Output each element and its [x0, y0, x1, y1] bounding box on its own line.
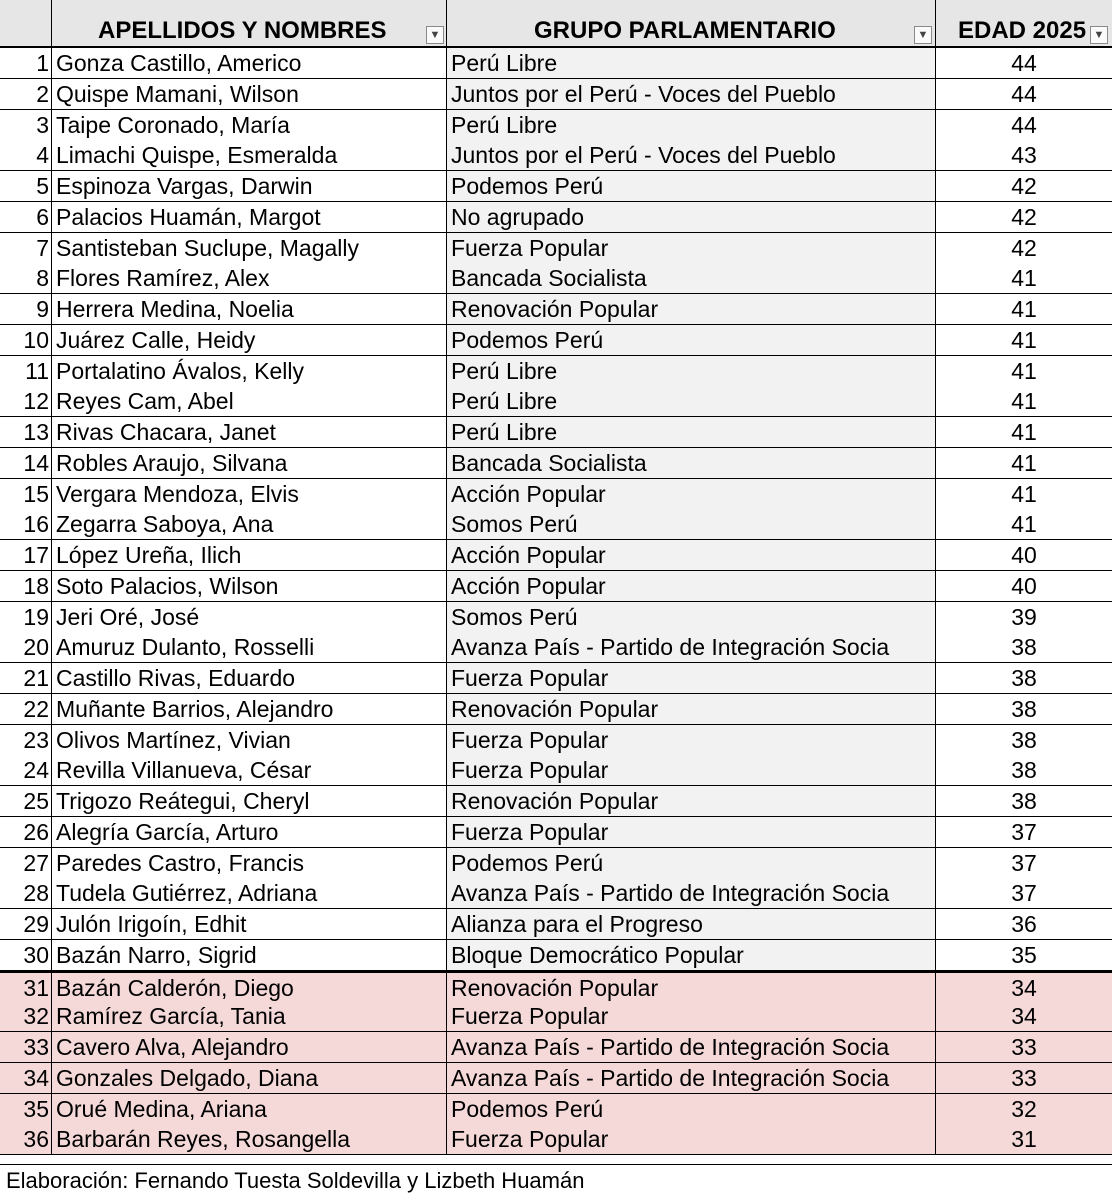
age-cell[interactable]: 43	[936, 140, 1112, 171]
group-cell[interactable]: Acción Popular	[447, 479, 936, 510]
age-cell[interactable]: 40	[936, 540, 1112, 571]
name-cell[interactable]: Trigozo Reátegui, Cheryl	[52, 786, 447, 817]
table-row	[0, 878, 1112, 909]
group-cell[interactable]: Podemos Perú	[447, 1094, 936, 1125]
table-row	[0, 909, 1112, 940]
filter-dropdown-icon[interactable]: ▼	[914, 26, 932, 44]
table-row	[0, 1001, 1112, 1032]
group-cell[interactable]: Fuerza Popular	[447, 1001, 936, 1032]
age-cell[interactable]: 41	[936, 263, 1112, 294]
group-cell[interactable]: Avanza País - Partido de Integración Socia	[447, 1063, 936, 1094]
table-row	[0, 1032, 1112, 1063]
name-cell[interactable]: Herrera Medina, Noelia	[52, 294, 447, 325]
table-row	[0, 294, 1112, 325]
name-cell[interactable]: Revilla Villanueva, César	[52, 755, 447, 786]
group-cell[interactable]: Fuerza Popular	[447, 663, 936, 694]
age-cell[interactable]: 38	[936, 663, 1112, 694]
name-cell[interactable]: Tudela Gutiérrez, Adriana	[52, 878, 447, 909]
row-number-cell[interactable]: 9	[0, 294, 52, 325]
name-cell[interactable]: Gonzales Delgado, Diana	[52, 1063, 447, 1094]
row-number-cell[interactable]: 1	[0, 48, 52, 79]
group-cell[interactable]: Podemos Perú	[447, 848, 936, 879]
row-number-cell[interactable]: 13	[0, 417, 52, 448]
group-cell[interactable]: Acción Popular	[447, 540, 936, 571]
table-row	[0, 786, 1112, 817]
name-cell[interactable]: Juárez Calle, Heidy	[52, 325, 447, 356]
age-cell[interactable]: 44	[936, 79, 1112, 110]
age-cell[interactable]: 41	[936, 325, 1112, 356]
group-cell[interactable]: Acción Popular	[447, 571, 936, 602]
row-number-cell[interactable]: 25	[0, 786, 52, 817]
table-row	[0, 663, 1112, 694]
name-cell[interactable]: Bazán Calderón, Diego	[52, 971, 447, 1002]
age-cell[interactable]: 36	[936, 909, 1112, 940]
name-cell[interactable]: Palacios Huamán, Margot	[52, 202, 447, 233]
group-cell[interactable]: Juntos por el Perú - Voces del Pueblo	[447, 79, 936, 110]
table-row	[0, 1063, 1112, 1094]
group-cell[interactable]: Perú Libre	[447, 356, 936, 387]
group-cell[interactable]: Juntos por el Perú - Voces del Pueblo	[447, 140, 936, 171]
header-age[interactable]	[936, 0, 1112, 48]
group-cell[interactable]: No agrupado	[447, 202, 936, 233]
name-cell[interactable]: Espinoza Vargas, Darwin	[52, 171, 447, 202]
age-cell[interactable]: 41	[936, 448, 1112, 479]
group-cell[interactable]: Alianza para el Progreso	[447, 909, 936, 940]
name-cell[interactable]: Orué Medina, Ariana	[52, 1094, 447, 1125]
row-number-cell[interactable]: 33	[0, 1032, 52, 1063]
name-cell[interactable]: Muñante Barrios, Alejandro	[52, 694, 447, 725]
table-row	[0, 940, 1112, 971]
header-group[interactable]	[447, 0, 936, 48]
table-row	[0, 694, 1112, 725]
header-row-number-corner[interactable]	[0, 0, 52, 48]
group-cell[interactable]: Podemos Perú	[447, 171, 936, 202]
age-cell[interactable]: 44	[936, 110, 1112, 141]
age-cell[interactable]: 38	[936, 632, 1112, 663]
row-number-cell[interactable]: 20	[0, 632, 52, 663]
name-cell[interactable]: Alegría García, Arturo	[52, 817, 447, 848]
row-number-cell[interactable]: 6	[0, 202, 52, 233]
group-cell[interactable]: Perú Libre	[447, 417, 936, 448]
name-cell[interactable]: Olivos Martínez, Vivian	[52, 725, 447, 756]
table-row	[0, 632, 1112, 663]
age-cell[interactable]: 37	[936, 848, 1112, 879]
row-number-cell[interactable]: 36	[0, 1124, 52, 1155]
table-row	[0, 602, 1112, 633]
name-cell[interactable]: Rivas Chacara, Janet	[52, 417, 447, 448]
row-number-cell[interactable]: 16	[0, 509, 52, 540]
row-number-cell[interactable]: 19	[0, 602, 52, 633]
row-number-cell[interactable]: 32	[0, 1001, 52, 1032]
age-cell[interactable]: 44	[936, 48, 1112, 79]
name-cell[interactable]: Portalatino Ávalos, Kelly	[52, 356, 447, 387]
age-cell[interactable]: 38	[936, 694, 1112, 725]
table-row	[0, 417, 1112, 448]
row-number-cell[interactable]: 12	[0, 386, 52, 417]
age-cell[interactable]: 40	[936, 571, 1112, 602]
header-name-label: APELLIDOS Y NOMBRES	[98, 17, 387, 44]
row-number-cell[interactable]: 21	[0, 663, 52, 694]
table-row	[0, 140, 1112, 171]
row-number-cell[interactable]: 22	[0, 694, 52, 725]
name-cell[interactable]: Robles Araujo, Silvana	[52, 448, 447, 479]
name-cell[interactable]: Amuruz Dulanto, Rosselli	[52, 632, 447, 663]
table-row	[0, 48, 1112, 79]
row-number-cell[interactable]: 24	[0, 755, 52, 786]
name-cell[interactable]: Paredes Castro, Francis	[52, 848, 447, 879]
group-cell[interactable]: Fuerza Popular	[447, 233, 936, 264]
age-cell[interactable]: 38	[936, 755, 1112, 786]
age-cell[interactable]: 35	[936, 940, 1112, 971]
filter-dropdown-icon[interactable]: ▼	[1090, 26, 1108, 44]
header-group-label: GRUPO PARLAMENTARIO	[534, 17, 836, 44]
row-number-cell[interactable]: 27	[0, 848, 52, 879]
age-cell[interactable]: 33	[936, 1032, 1112, 1063]
age-cell[interactable]: 41	[936, 386, 1112, 417]
age-cell[interactable]: 41	[936, 294, 1112, 325]
table-row	[0, 479, 1112, 510]
name-cell[interactable]: Soto Palacios, Wilson	[52, 571, 447, 602]
table-row	[0, 233, 1112, 264]
name-cell[interactable]: Limachi Quispe, Esmeralda	[52, 140, 447, 171]
table-row	[0, 848, 1112, 879]
group-cell[interactable]: Somos Perú	[447, 509, 936, 540]
row-number-cell[interactable]: 4	[0, 140, 52, 171]
age-cell[interactable]: 31	[936, 1124, 1112, 1155]
group-cell[interactable]: Renovación Popular	[447, 971, 936, 1002]
age-cell[interactable]: 34	[936, 971, 1112, 1002]
name-cell[interactable]: Zegarra Saboya, Ana	[52, 509, 447, 540]
age-cell[interactable]: 37	[936, 878, 1112, 909]
group-cell[interactable]: Avanza País - Partido de Integración Socia	[447, 1032, 936, 1063]
table-row	[0, 386, 1112, 417]
age-cell[interactable]: 32	[936, 1094, 1112, 1125]
group-cell[interactable]: Bancada Socialista	[447, 263, 936, 294]
group-cell[interactable]: Fuerza Popular	[447, 1124, 936, 1155]
row-number-cell[interactable]: 15	[0, 479, 52, 510]
row-number-cell[interactable]: 29	[0, 909, 52, 940]
group-cell[interactable]: Podemos Perú	[447, 325, 936, 356]
name-cell[interactable]: Cavero Alva, Alejandro	[52, 1032, 447, 1063]
age-cell[interactable]: 34	[936, 1001, 1112, 1032]
name-cell[interactable]: Julón Irigoín, Edhit	[52, 909, 447, 940]
table-row	[0, 448, 1112, 479]
group-cell[interactable]: Fuerza Popular	[447, 725, 936, 756]
group-cell[interactable]: Renovación Popular	[447, 294, 936, 325]
table-row	[0, 171, 1112, 202]
age-cell[interactable]: 42	[936, 202, 1112, 233]
age-cell[interactable]: 41	[936, 479, 1112, 510]
group-cell[interactable]: Avanza País - Partido de Integración Socia	[447, 878, 936, 909]
row-number-cell[interactable]: 30	[0, 940, 52, 971]
row-number-cell[interactable]: 8	[0, 263, 52, 294]
age-cell[interactable]: 33	[936, 1063, 1112, 1094]
table-row	[0, 571, 1112, 602]
row-number-cell[interactable]: 34	[0, 1063, 52, 1094]
name-cell[interactable]: Jeri Oré, José	[52, 602, 447, 633]
row-number-cell[interactable]: 10	[0, 325, 52, 356]
filter-dropdown-icon[interactable]: ▼	[426, 26, 444, 44]
footer-credit: Elaboración: Fernando Tuesta Soldevilla y Lizbeth Huamán	[0, 1164, 1112, 1200]
group-cell[interactable]: Perú Libre	[447, 110, 936, 141]
group-cell[interactable]: Avanza País - Partido de Integración Socia	[447, 632, 936, 663]
table-row	[0, 356, 1112, 387]
age-cell[interactable]: 39	[936, 602, 1112, 633]
age-cell[interactable]: 41	[936, 356, 1112, 387]
table-row	[0, 540, 1112, 571]
row-number-cell[interactable]: 23	[0, 725, 52, 756]
header-name[interactable]	[52, 0, 447, 48]
table-row	[0, 725, 1112, 756]
row-number-cell[interactable]: 31	[0, 971, 52, 1002]
group-cell[interactable]: Somos Perú	[447, 602, 936, 633]
name-cell[interactable]: Reyes Cam, Abel	[52, 386, 447, 417]
row-number-cell[interactable]: 28	[0, 878, 52, 909]
name-cell[interactable]: Barbarán Reyes, Rosangella	[52, 1124, 447, 1155]
row-number-cell[interactable]: 2	[0, 79, 52, 110]
name-cell[interactable]: Quispe Mamani, Wilson	[52, 79, 447, 110]
table-row	[0, 755, 1112, 786]
name-cell[interactable]: Castillo Rivas, Eduardo	[52, 663, 447, 694]
table-row	[0, 1094, 1112, 1125]
age-cell[interactable]: 38	[936, 725, 1112, 756]
table-row	[0, 971, 1112, 1002]
age-cell[interactable]: 42	[936, 171, 1112, 202]
group-cell[interactable]: Fuerza Popular	[447, 817, 936, 848]
name-cell[interactable]: Vergara Mendoza, Elvis	[52, 479, 447, 510]
row-number-cell[interactable]: 5	[0, 171, 52, 202]
name-cell[interactable]: Flores Ramírez, Alex	[52, 263, 447, 294]
age-cell[interactable]: 38	[936, 786, 1112, 817]
name-cell[interactable]: Bazán Narro, Sigrid	[52, 940, 447, 971]
row-number-cell[interactable]: 17	[0, 540, 52, 571]
row-number-cell[interactable]: 3	[0, 110, 52, 141]
table-row	[0, 202, 1112, 233]
row-number-cell[interactable]: 14	[0, 448, 52, 479]
table-row	[0, 817, 1112, 848]
name-cell[interactable]: Gonza Castillo, Americo	[52, 48, 447, 79]
table-row	[0, 110, 1112, 141]
age-cell[interactable]: 42	[936, 233, 1112, 264]
row-number-cell[interactable]: 26	[0, 817, 52, 848]
age-cell[interactable]: 37	[936, 817, 1112, 848]
header-age-label: EDAD 2025	[958, 17, 1087, 44]
name-cell[interactable]: Taipe Coronado, María	[52, 110, 447, 141]
table-row	[0, 509, 1112, 540]
group-cell[interactable]: Bancada Socialista	[447, 448, 936, 479]
name-cell[interactable]: López Ureña, Ilich	[52, 540, 447, 571]
row-number-cell[interactable]: 18	[0, 571, 52, 602]
age-cell[interactable]: 41	[936, 509, 1112, 540]
table-row	[0, 325, 1112, 356]
group-cell[interactable]: Fuerza Popular	[447, 755, 936, 786]
group-cell[interactable]: Perú Libre	[447, 48, 936, 79]
age-cell[interactable]: 41	[936, 417, 1112, 448]
row-number-cell[interactable]: 11	[0, 356, 52, 387]
table-row	[0, 263, 1112, 294]
group-cell[interactable]: Renovación Popular	[447, 786, 936, 817]
table-row	[0, 1124, 1112, 1155]
row-number-cell[interactable]: 35	[0, 1094, 52, 1125]
row-number-cell[interactable]: 7	[0, 233, 52, 264]
name-cell[interactable]: Santisteban Suclupe, Magally	[52, 233, 447, 264]
name-cell[interactable]: Ramírez García, Tania	[52, 1001, 447, 1032]
group-cell[interactable]: Bloque Democrático Popular	[447, 940, 936, 971]
group-cell[interactable]: Renovación Popular	[447, 694, 936, 725]
table-row	[0, 79, 1112, 110]
group-cell[interactable]: Perú Libre	[447, 386, 936, 417]
